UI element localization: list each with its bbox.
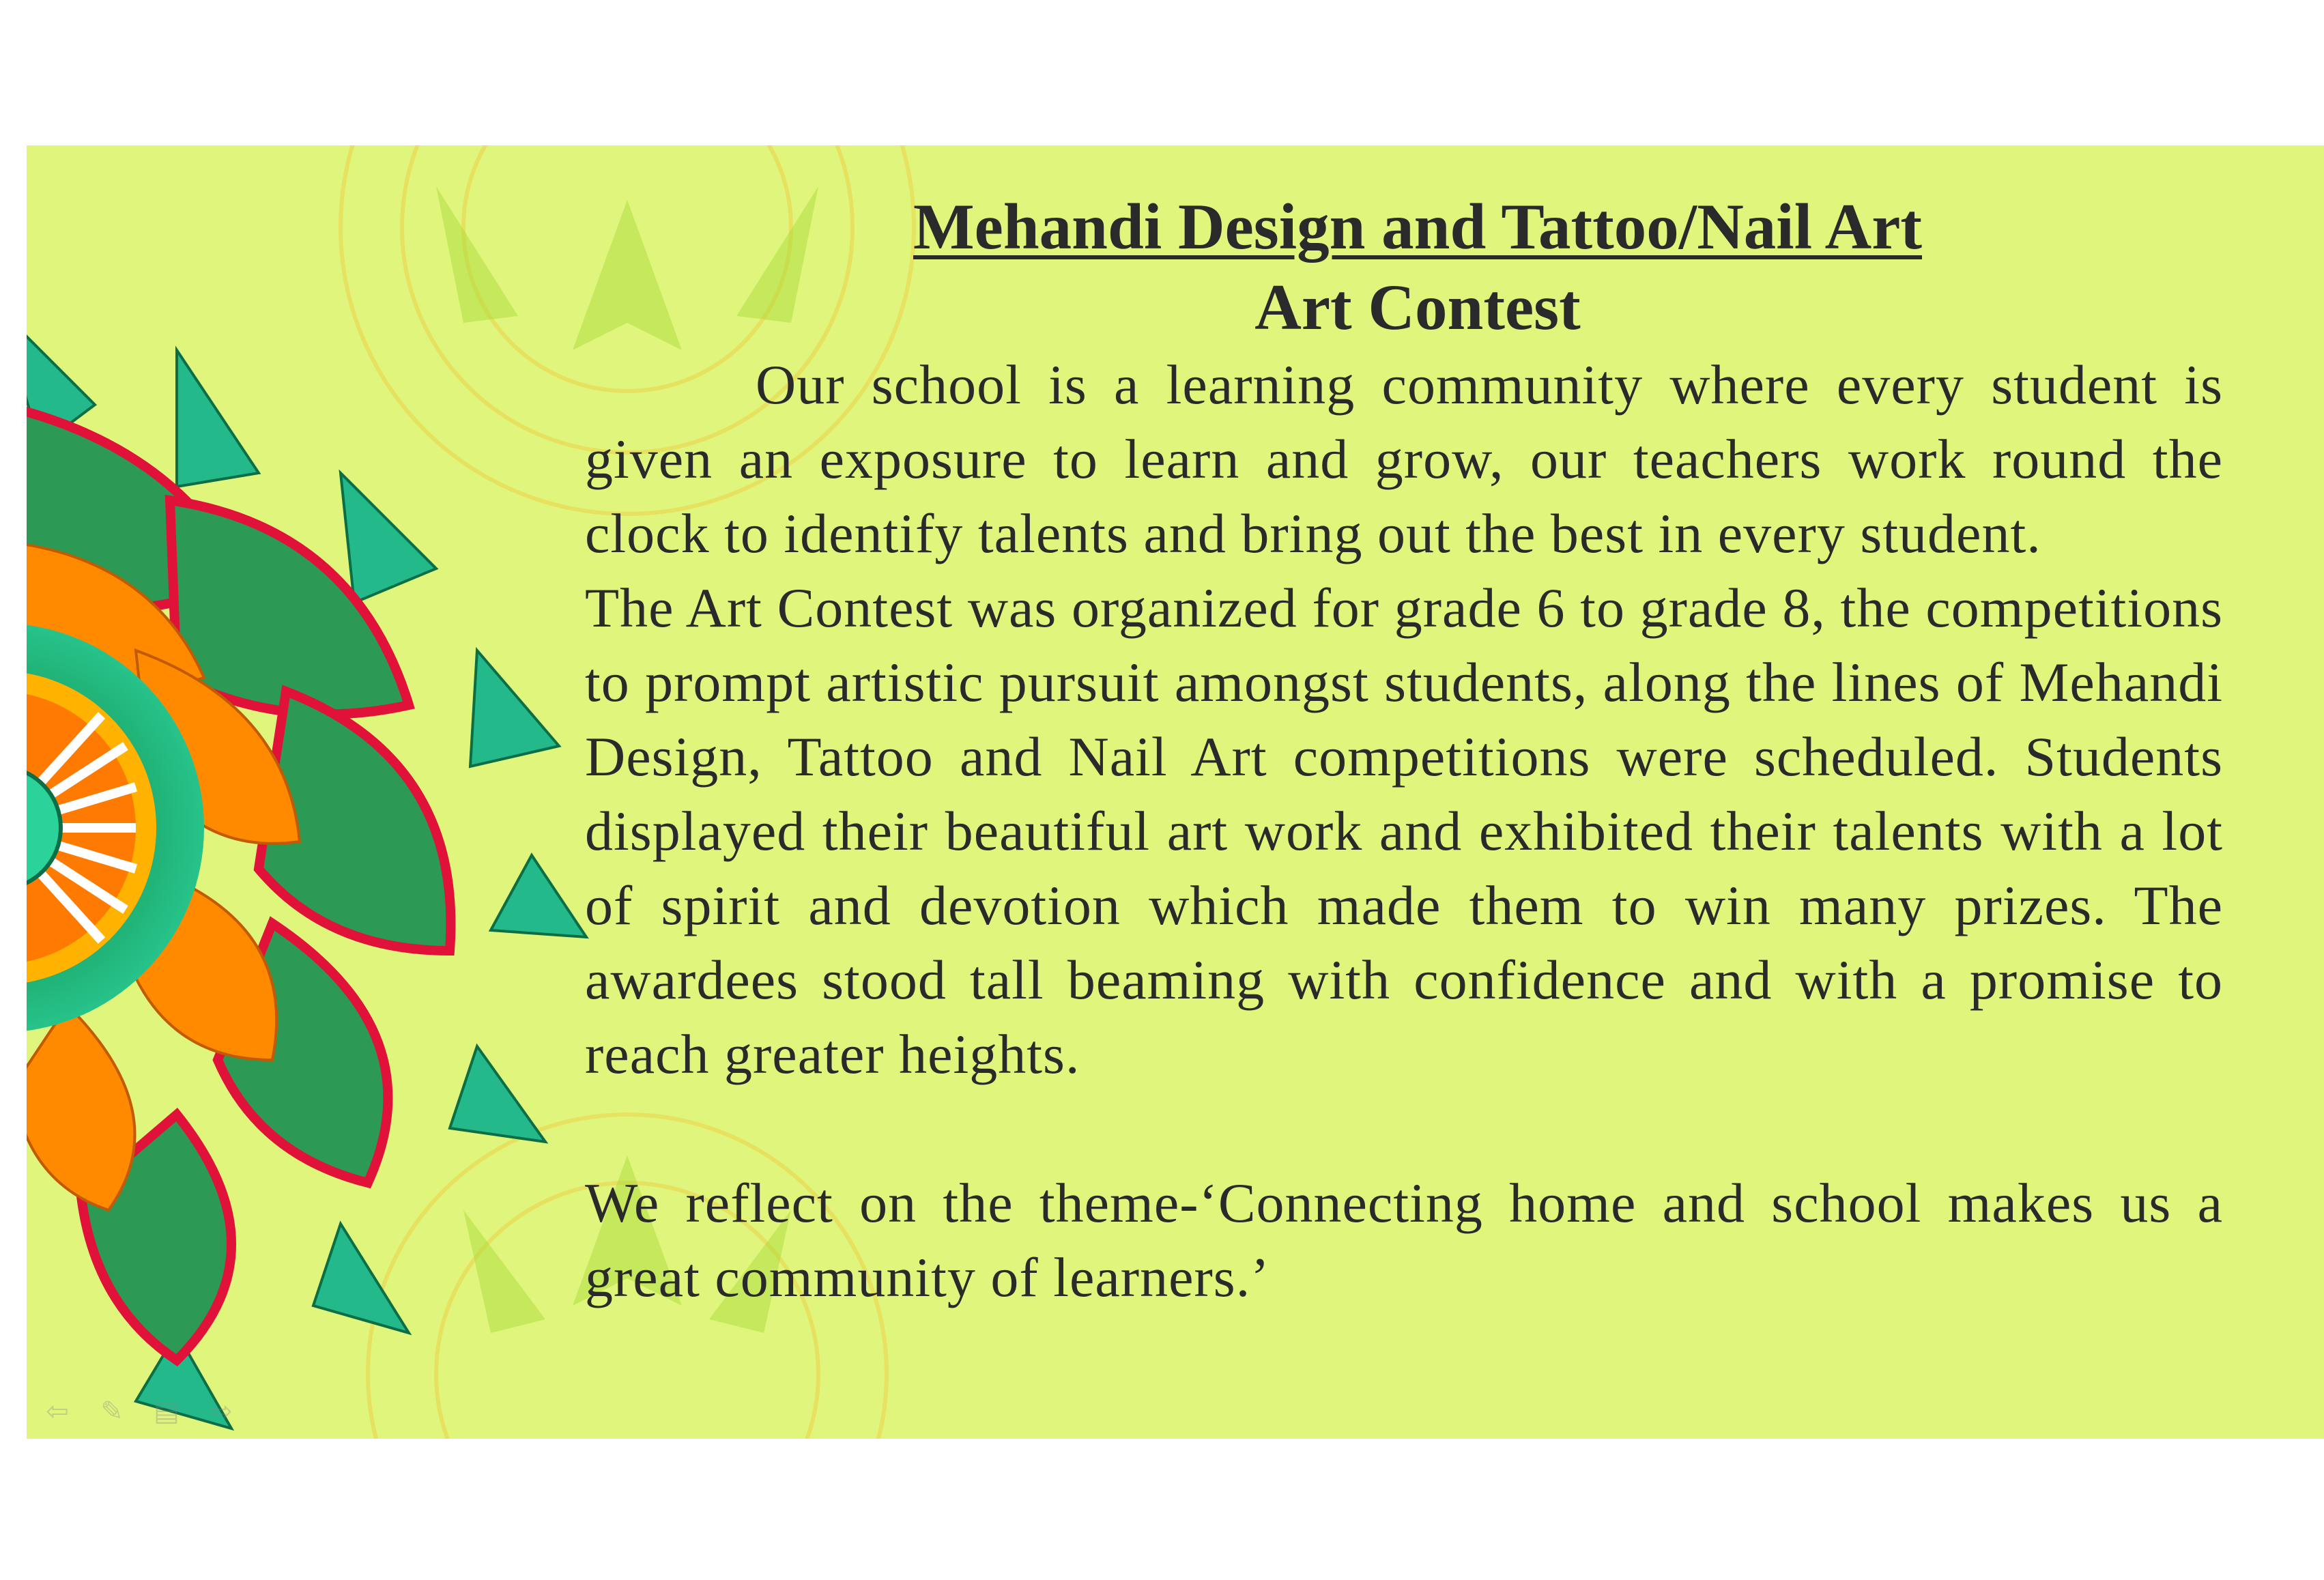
paragraph-contest: The Art Contest was organized for grade 6 to grade 8, the competitions to prompt artistic pursuit amongst students, along the lines of Mehandi Design, Tattoo and Nail Art competitions were scheduled. Students displayed their beautiful art work and exhibited their talents with a lot of spirit and devotion which made them to win many prizes. The awardees stood tall beaming with confidence and with a promise to reach greater heights.	[585, 577, 2223, 1085]
paragraph-intro: Our school is a learning community where every student is given an exposure to learn and grow, our teachers work round the clock to identify talents and bring out the best in every student.	[585, 354, 2223, 564]
slide	[27, 145, 2324, 1439]
spacer	[585, 1091, 2223, 1166]
arrow-left-icon[interactable]: ⇦	[46, 1396, 69, 1427]
slide-title: Mehandi Design and Tattoo/Nail Art	[913, 190, 1923, 263]
pen-icon[interactable]: ✎	[100, 1396, 124, 1427]
arrow-right-icon[interactable]: ⇨	[210, 1396, 233, 1427]
slide-subtitle: Art Contest	[1254, 271, 1581, 343]
slideshow-controls	[42, 1398, 237, 1425]
paragraph-theme: We reflect on the theme-‘Connecting home and school makes us a great community of learners.’	[585, 1172, 2223, 1308]
slide-content	[585, 186, 2223, 1315]
menu-icon[interactable]: ▤	[154, 1396, 180, 1427]
